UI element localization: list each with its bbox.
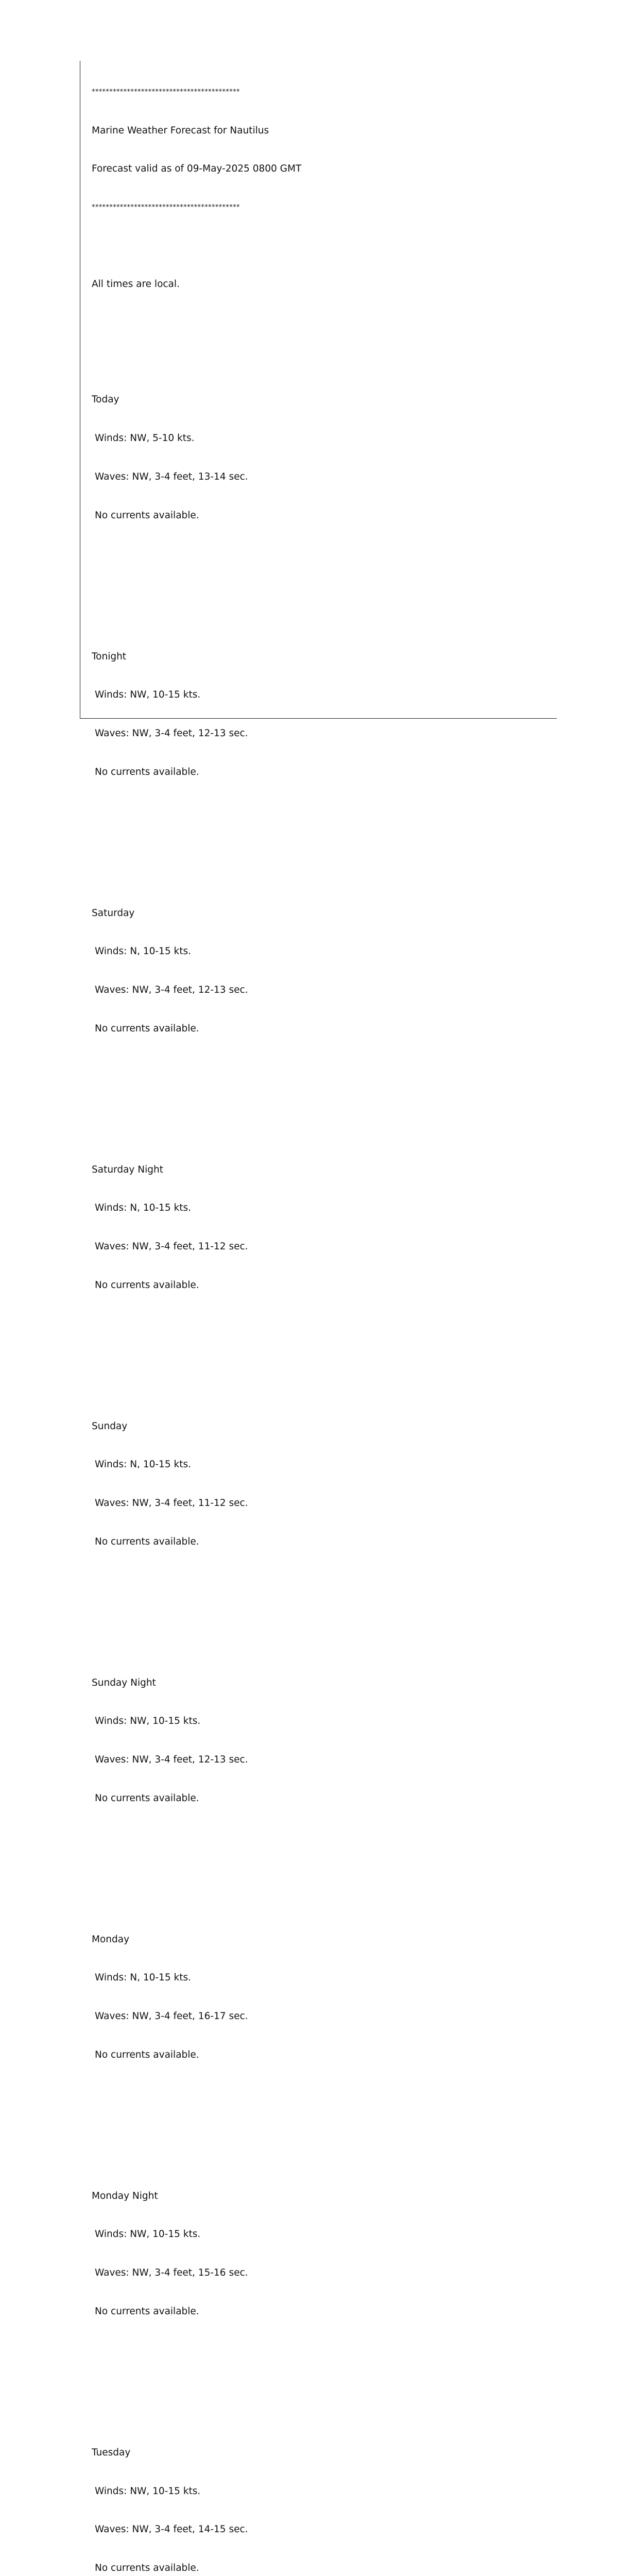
period-winds: Winds: NW, 10-15 kts. (95, 689, 201, 701)
period-waves: Waves: NW, 3-4 feet, 12-13 sec. (95, 727, 248, 739)
period-winds: Winds: N, 10-15 kts. (95, 1459, 191, 1470)
period-currents: No currents available. (95, 510, 199, 521)
blank-line (92, 317, 301, 330)
period-currents: No currents available. (95, 1792, 199, 1804)
period-winds: Winds: NW, 10-15 kts. (95, 2229, 201, 2240)
forecast-title: Marine Weather Forecast for Nautilus (92, 125, 269, 136)
stars-separator-top: ****************************************** (92, 88, 240, 96)
period-name: Today (92, 394, 119, 405)
period-currents: No currents available. (95, 1536, 199, 1547)
period-currents: No currents available. (95, 2306, 199, 2317)
forecast-valid-time: Forecast valid as of 09-May-2025 0800 GMT (92, 163, 302, 175)
period-waves: Waves: NW, 3-4 feet, 12-13 sec. (95, 1754, 248, 1766)
forecast-period-tuesday (92, 2421, 301, 2576)
blank-line (92, 804, 301, 817)
period-name: Tonight (92, 651, 127, 662)
forecast-period-saturday-night (92, 1138, 301, 1356)
period-winds: Winds: NW, 10-15 kts. (95, 2485, 201, 2497)
blank-line (92, 1831, 301, 1844)
period-name: Monday (92, 1934, 130, 1945)
blank-line (92, 2088, 301, 2100)
period-winds: Winds: NW, 10-15 kts. (95, 1716, 201, 1727)
period-waves: Waves: NW, 3-4 feet, 14-15 sec. (95, 2524, 248, 2535)
blank-line (92, 1317, 301, 1330)
period-waves: Waves: NW, 3-4 feet, 12-13 sec. (95, 984, 248, 995)
period-name: Sunday (92, 1420, 128, 1432)
time-note: All times are local. (92, 279, 180, 290)
period-currents: No currents available. (95, 766, 199, 777)
blank-line (92, 1574, 301, 1587)
period-waves: Waves: NW, 3-4 feet, 11-12 sec. (95, 1498, 248, 1509)
forecast-period-sunday-night (92, 1651, 301, 1869)
stars-separator-bottom: ****************************************** (92, 203, 240, 211)
period-winds: Winds: NW, 5-10 kts. (95, 433, 195, 444)
period-waves: Waves: NW, 3-4 feet, 16-17 sec. (95, 2011, 248, 2022)
period-name: Tuesday (92, 2447, 131, 2458)
forecast-period-monday-night (92, 2164, 301, 2382)
period-waves: Waves: NW, 3-4 feet, 11-12 sec. (95, 1241, 248, 1252)
period-currents: No currents available. (95, 1279, 199, 1291)
forecast-period-monday (92, 1908, 301, 2126)
period-name: Saturday (92, 907, 135, 919)
period-currents: No currents available. (95, 1023, 199, 1034)
period-name: Sunday Night (92, 1677, 156, 1688)
blank-line (92, 548, 301, 561)
blank-line (92, 2344, 301, 2357)
period-name: Saturday Night (92, 1164, 163, 1175)
blank-line (92, 1061, 301, 1074)
period-name: Monday Night (92, 2190, 158, 2201)
forecast-period-sunday (92, 1395, 301, 1613)
period-currents: No currents available. (95, 2049, 199, 2060)
forecast-period-saturday (92, 882, 301, 1099)
period-winds: Winds: N, 10-15 kts. (95, 1972, 191, 1984)
forecast-period-tonight (92, 625, 301, 843)
forecast-period-today (92, 368, 301, 586)
blank-line (92, 240, 301, 253)
period-winds: Winds: N, 10-15 kts. (95, 1202, 191, 1214)
forecast-document (92, 60, 301, 2576)
period-currents: No currents available. (95, 2562, 199, 2573)
period-waves: Waves: NW, 3-4 feet, 13-14 sec. (95, 471, 248, 482)
period-waves: Waves: NW, 3-4 feet, 15-16 sec. (95, 2267, 248, 2279)
period-winds: Winds: N, 10-15 kts. (95, 946, 191, 957)
